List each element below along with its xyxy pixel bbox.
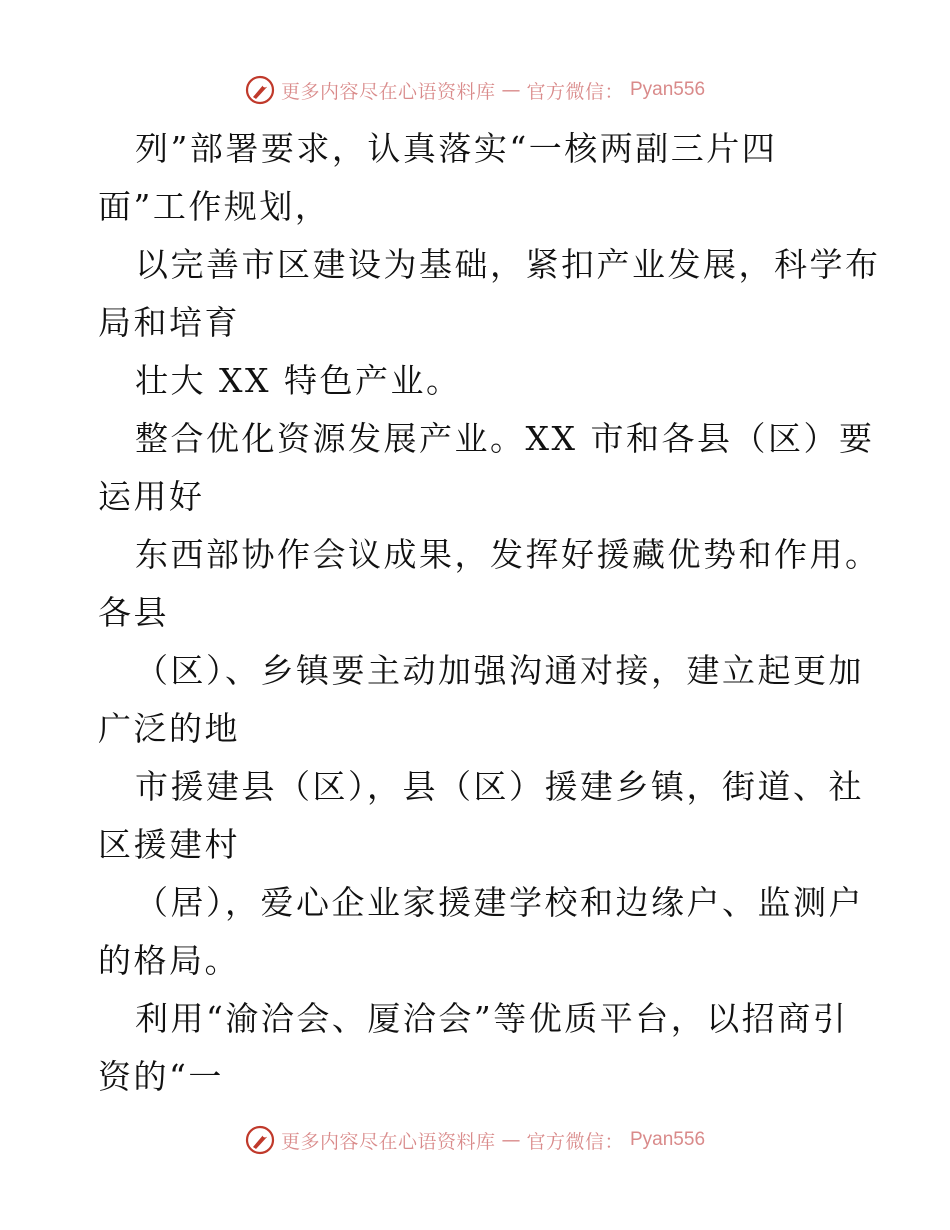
- text-line: 以完善市区建设为基础，紧扣产业发展，科学布: [135, 245, 881, 284]
- pen-logo-icon: [245, 75, 275, 105]
- text-line: 整合优化资源发展产业。XX 市和各县（区）要: [135, 419, 875, 458]
- footer-watermark: [0, 1120, 950, 1160]
- header-watermark: [0, 70, 950, 110]
- watermark-dash: —: [501, 1129, 521, 1151]
- text-line: 东西部协作会议成果，发挥好援藏优势和作用。: [135, 535, 881, 574]
- text-line: 的格局。: [98, 941, 240, 980]
- watermark-text: 更多内容尽在心语资料库: [280, 80, 496, 103]
- text-line: 广泛的地: [98, 709, 240, 748]
- text-line: 局和培育: [98, 303, 240, 342]
- watermark-label: 官方微信：: [526, 80, 624, 103]
- watermark-id: Pyan556: [630, 1129, 706, 1150]
- text-line: 区援建村: [98, 825, 240, 864]
- text-line: （区）、乡镇要主动加强沟通对接，建立起更加: [135, 651, 864, 690]
- text-line: 壮大 XX 特色产业。: [135, 361, 462, 400]
- watermark-label: 官方微信：: [526, 1130, 624, 1153]
- pen-logo-icon: [245, 1125, 275, 1155]
- text-line: 资的“一: [98, 1057, 224, 1096]
- watermark-id: Pyan556: [630, 79, 706, 100]
- text-line: 各县: [98, 593, 169, 632]
- text-line: 市援建县（区），县（区）援建乡镇，街道、社: [135, 767, 864, 806]
- watermark-dash: —: [501, 79, 521, 101]
- watermark-text: 更多内容尽在心语资料库: [280, 1130, 496, 1153]
- text-line: 面”工作规划，: [98, 187, 331, 226]
- text-line: 运用好: [98, 477, 205, 516]
- text-line: 列”部署要求，认真落实“一核两副三片四: [135, 129, 778, 168]
- text-line: 利用“渝洽会、厦洽会”等优质平台，以招商引: [135, 999, 849, 1038]
- text-line: （居），爱心企业家援建学校和边缘户、监测户: [135, 883, 864, 922]
